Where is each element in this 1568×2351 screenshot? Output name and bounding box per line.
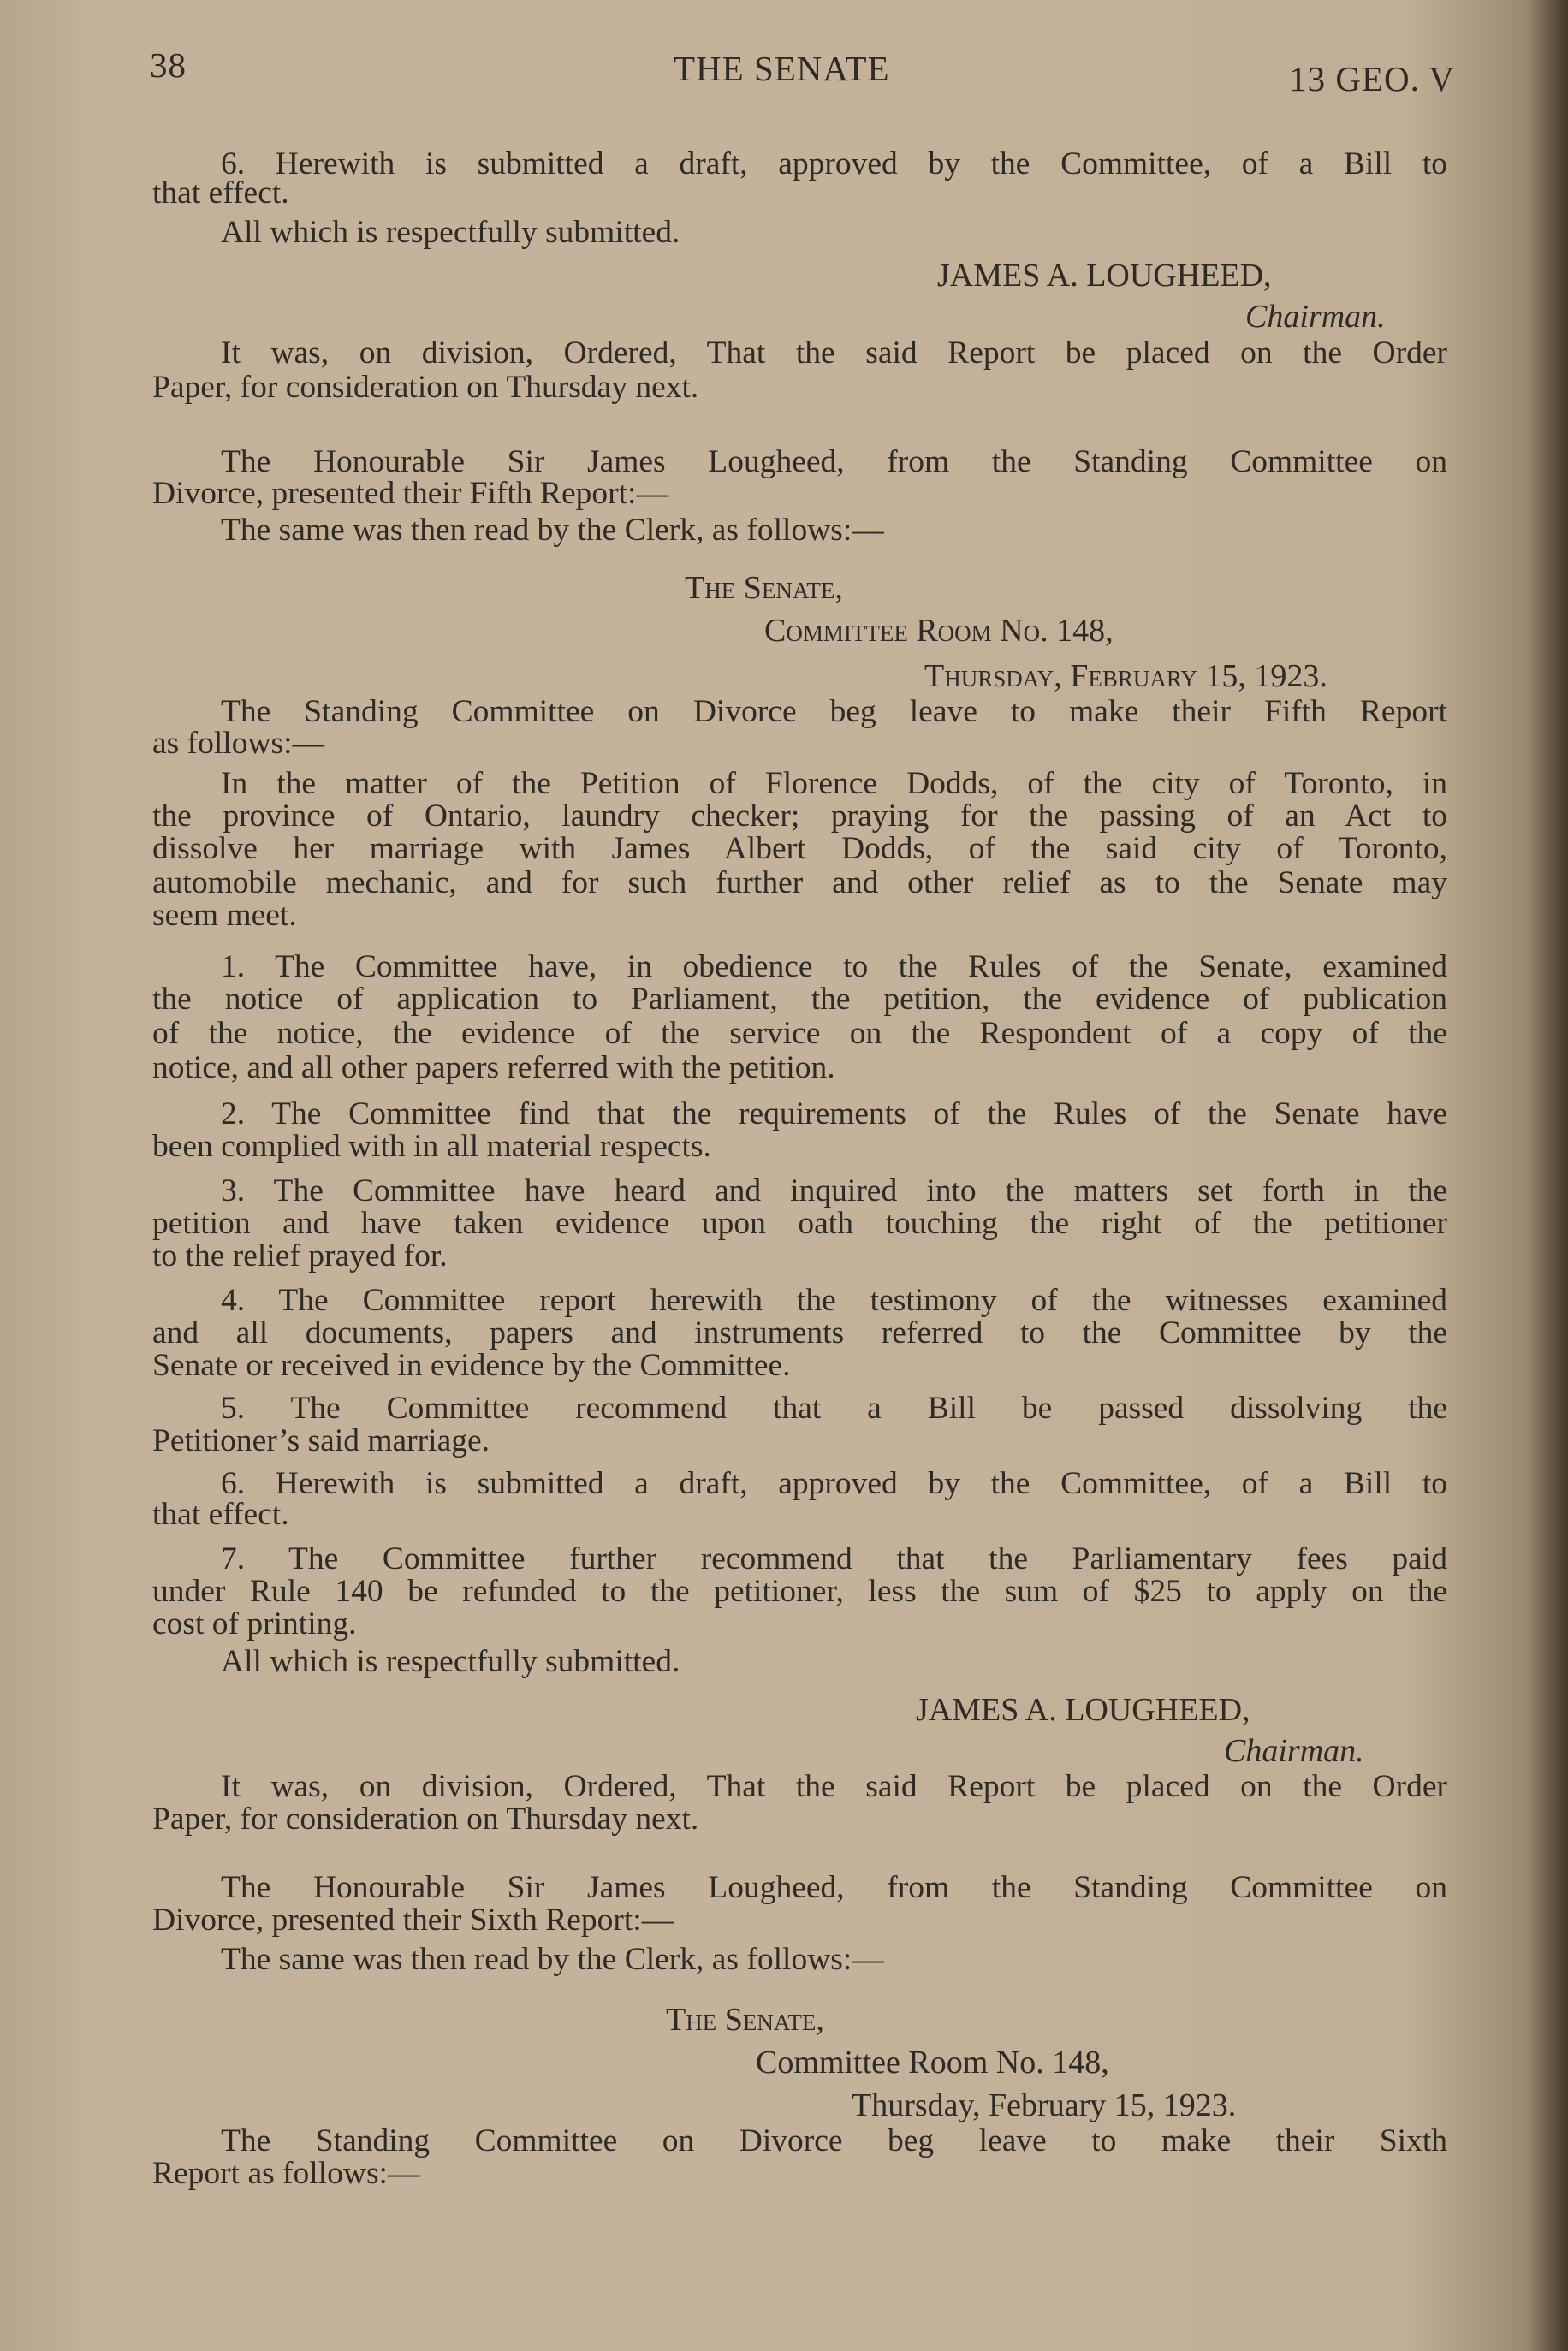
running-header: [150, 45, 1455, 98]
text-line: It was, on division, Ordered, That the said Report be placed on the Order: [221, 1769, 1447, 1804]
signature-name: JAMES A. LOUGHEED,: [937, 258, 1272, 294]
text-line: to the relief prayed for.: [152, 1238, 448, 1273]
text-line: Petitioner’s said marriage.: [152, 1423, 490, 1458]
text-line: Paper, for consideration on Thursday next.: [152, 370, 699, 405]
text-line: the province of Ontario, laundry checker; praying for the passing of an Act to: [152, 799, 1447, 834]
text-line: and all documents, papers and instruments referred to the Committee by the: [152, 1315, 1447, 1351]
signature-name: JAMES A. LOUGHEED,: [916, 1692, 1250, 1728]
text-line: All which is respectfully submitted.: [221, 215, 680, 250]
text-line: In the matter of the Petition of Florence Dodds, of the city of Toronto, in: [221, 766, 1447, 801]
text-line: notice, and all other papers referred with the petition.: [152, 1050, 835, 1085]
text-line: seem meet.: [152, 898, 297, 933]
signature-role: Chairman.: [1245, 299, 1386, 335]
text-line: Report as follows:—: [152, 2156, 420, 2191]
text-line: The same was then read by the Clerk, as follows:—: [221, 513, 884, 548]
book-spine-shadow: [1532, 0, 1568, 2351]
text-line: All which is respectfully submitted.: [221, 1644, 680, 1679]
text-line: 5. The Committee recommend that a Bill be passed dissolving the: [221, 1391, 1447, 1426]
text-line: 6. Herewith is submitted a draft, approved by the Committee, of a Bill to: [221, 1466, 1447, 1501]
text-line: as follows:—: [152, 726, 325, 761]
text-line: It was, on division, Ordered, That the said Report be placed on the Order: [221, 335, 1447, 371]
heading-room: Committee Room No. 148,: [764, 613, 1114, 649]
text-line: 1. The Committee have, in obedience to the Rules of the Senate, examined: [221, 949, 1447, 984]
heading-date: Thursday, February 15, 1923.: [852, 2087, 1237, 2123]
text-line: The Standing Committee on Divorce beg leave to make their Fifth Report: [221, 694, 1447, 729]
heading-date: Thursday, February 15, 1923.: [924, 658, 1327, 694]
text-line: that effect.: [152, 175, 289, 211]
text-line: 6. Herewith is submitted a draft, approved by the Committee, of a Bill to: [221, 146, 1447, 181]
text-line: 7. The Committee further recommend that the Parliamentary fees paid: [221, 1541, 1447, 1576]
text-line: 4. The Committee report herewith the testimony of the witnesses examined: [221, 1283, 1447, 1318]
heading-senate: The Senate,: [666, 2002, 824, 2038]
text-line: dissolve her marriage with James Albert Dodds, of the said city of Toronto,: [152, 831, 1447, 866]
text-line: The same was then read by the Clerk, as follows:—: [221, 1942, 884, 1977]
text-line: of the notice, the evidence of the service on the Respondent of a copy of the: [152, 1016, 1447, 1051]
text-line: Divorce, presented their Sixth Report:—: [152, 1903, 674, 1938]
heading-senate: The Senate,: [685, 570, 843, 606]
signature-role: Chairman.: [1224, 1733, 1364, 1769]
text-line: under Rule 140 be refunded to the petitioner, less the sum of $25 to apply on the: [152, 1574, 1447, 1609]
text-line: that effect.: [152, 1497, 289, 1532]
text-line: Divorce, presented their Fifth Report:—: [152, 476, 668, 511]
text-line: 2. The Committee find that the requirements of the Rules of the Senate have: [221, 1096, 1447, 1131]
header-reign: 13 GEO. V: [1289, 59, 1455, 98]
text-line: been complied with in all material respects.: [152, 1129, 711, 1164]
text-line: petition and have taken evidence upon oath touching the right of the petitioner: [152, 1206, 1447, 1241]
text-line: 3. The Committee have heard and inquired into the matters set forth in the: [221, 1173, 1447, 1208]
heading-room: Committee Room No. 148,: [756, 2045, 1109, 2081]
page-number: 38: [150, 45, 187, 85]
text-line: Senate or received in evidence by the Committee.: [152, 1348, 791, 1383]
header-title: THE SENATE: [674, 49, 890, 88]
text-line: The Honourable Sir James Lougheed, from the Standing Committee on: [221, 1870, 1447, 1905]
text-line: cost of printing.: [152, 1606, 357, 1642]
text-line: the notice of application to Parliament, the petition, the evidence of publication: [152, 982, 1447, 1017]
text-line: The Standing Committee on Divorce beg leave to make their Sixth: [221, 2123, 1447, 2158]
text-line: The Honourable Sir James Lougheed, from the Standing Committee on: [221, 444, 1447, 479]
text-line: automobile mechanic, and for such further and other relief as to the Senate may: [152, 865, 1447, 900]
text-line: Paper, for consideration on Thursday next.: [152, 1802, 699, 1837]
